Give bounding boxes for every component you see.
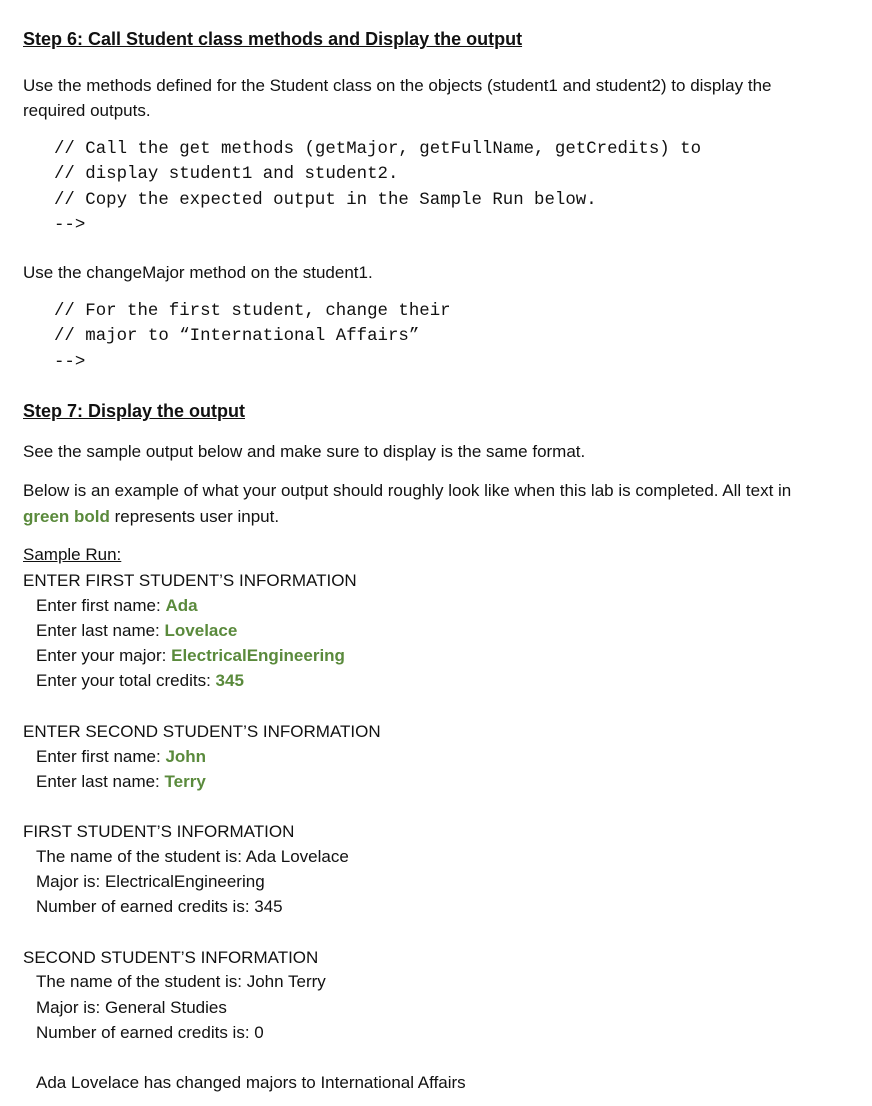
step7-line1: See the sample output below and make sure to display is the same format. [23, 442, 586, 461]
code-comment-line: // major to “International Affairs” [54, 327, 420, 346]
user-input-value: Ada [165, 596, 198, 615]
prompt-first-name [36, 595, 198, 617]
prompt-label: Enter your major: [36, 646, 172, 665]
second-info-name: The name of the student is: John Terry [36, 972, 326, 991]
step7-line3 [23, 506, 279, 528]
code-arrow: --> [54, 353, 86, 372]
second-info-major: Major is: General Studies [36, 998, 227, 1017]
step6-intro-line1: Use the methods defined for the Student class on the objects (student1 and student2) to display the [23, 76, 772, 95]
sample-run-title: Sample Run: [23, 545, 122, 564]
user-input-value: John [165, 747, 207, 766]
prompt-label: Enter your total credits: [36, 671, 216, 690]
code-arrow: --> [54, 216, 86, 235]
second-info-header: SECOND STUDENT’S INFORMATION [23, 948, 319, 967]
final-major-change-line: Ada Lovelace has changed majors to International Affairs [36, 1073, 466, 1092]
step7-line2: Below is an example of what your output should roughly look like when this lab is completed. All text in [23, 481, 792, 500]
first-info-header: FIRST STUDENT’S INFORMATION [23, 822, 295, 841]
user-input-value: ElectricalEngineering [171, 646, 345, 665]
code-comment-line: // Copy the expected output in the Sample Run below. [54, 191, 597, 210]
step6-heading: Step 6: Call Student class methods and Display the output [23, 29, 523, 49]
first-info-major: Major is: ElectricalEngineering [36, 872, 265, 891]
change-major-instruction: Use the changeMajor method on the student1. [23, 263, 373, 282]
code-comment-line: // For the first student, change their [54, 302, 451, 321]
prompt-credits [36, 670, 244, 692]
first-info-name: The name of the student is: Ada Lovelace [36, 847, 349, 866]
first-info-credits: Number of earned credits is: 345 [36, 897, 283, 916]
user-input-value: 345 [215, 671, 244, 690]
prompt-label: Enter first name: [36, 596, 166, 615]
prompt-last-name [36, 620, 237, 642]
prompt-second-last-name [36, 771, 206, 793]
code-comment-line: // display student1 and student2. [54, 165, 399, 184]
prompt-label: Enter last name: [36, 772, 165, 791]
second-info-credits: Number of earned credits is: 0 [36, 1023, 264, 1042]
second-student-header: ENTER SECOND STUDENT’S INFORMATION [23, 722, 381, 741]
user-input-value: Terry [164, 772, 206, 791]
green-bold-label: green bold [23, 507, 110, 526]
prompt-label: Enter last name: [36, 621, 165, 640]
step7-heading: Step 7: Display the output [23, 401, 246, 421]
prompt-major [36, 645, 345, 667]
prompt-second-first-name [36, 746, 206, 768]
code-comment-line: // Call the get methods (getMajor, getFullName, getCredits) to [54, 140, 702, 159]
prompt-label: Enter first name: [36, 747, 166, 766]
step6-intro-line2: required outputs. [23, 101, 151, 120]
first-student-header: ENTER FIRST STUDENT’S INFORMATION [23, 571, 357, 590]
step7-line3-rest: represents user input. [109, 507, 280, 526]
user-input-value: Lovelace [164, 621, 238, 640]
